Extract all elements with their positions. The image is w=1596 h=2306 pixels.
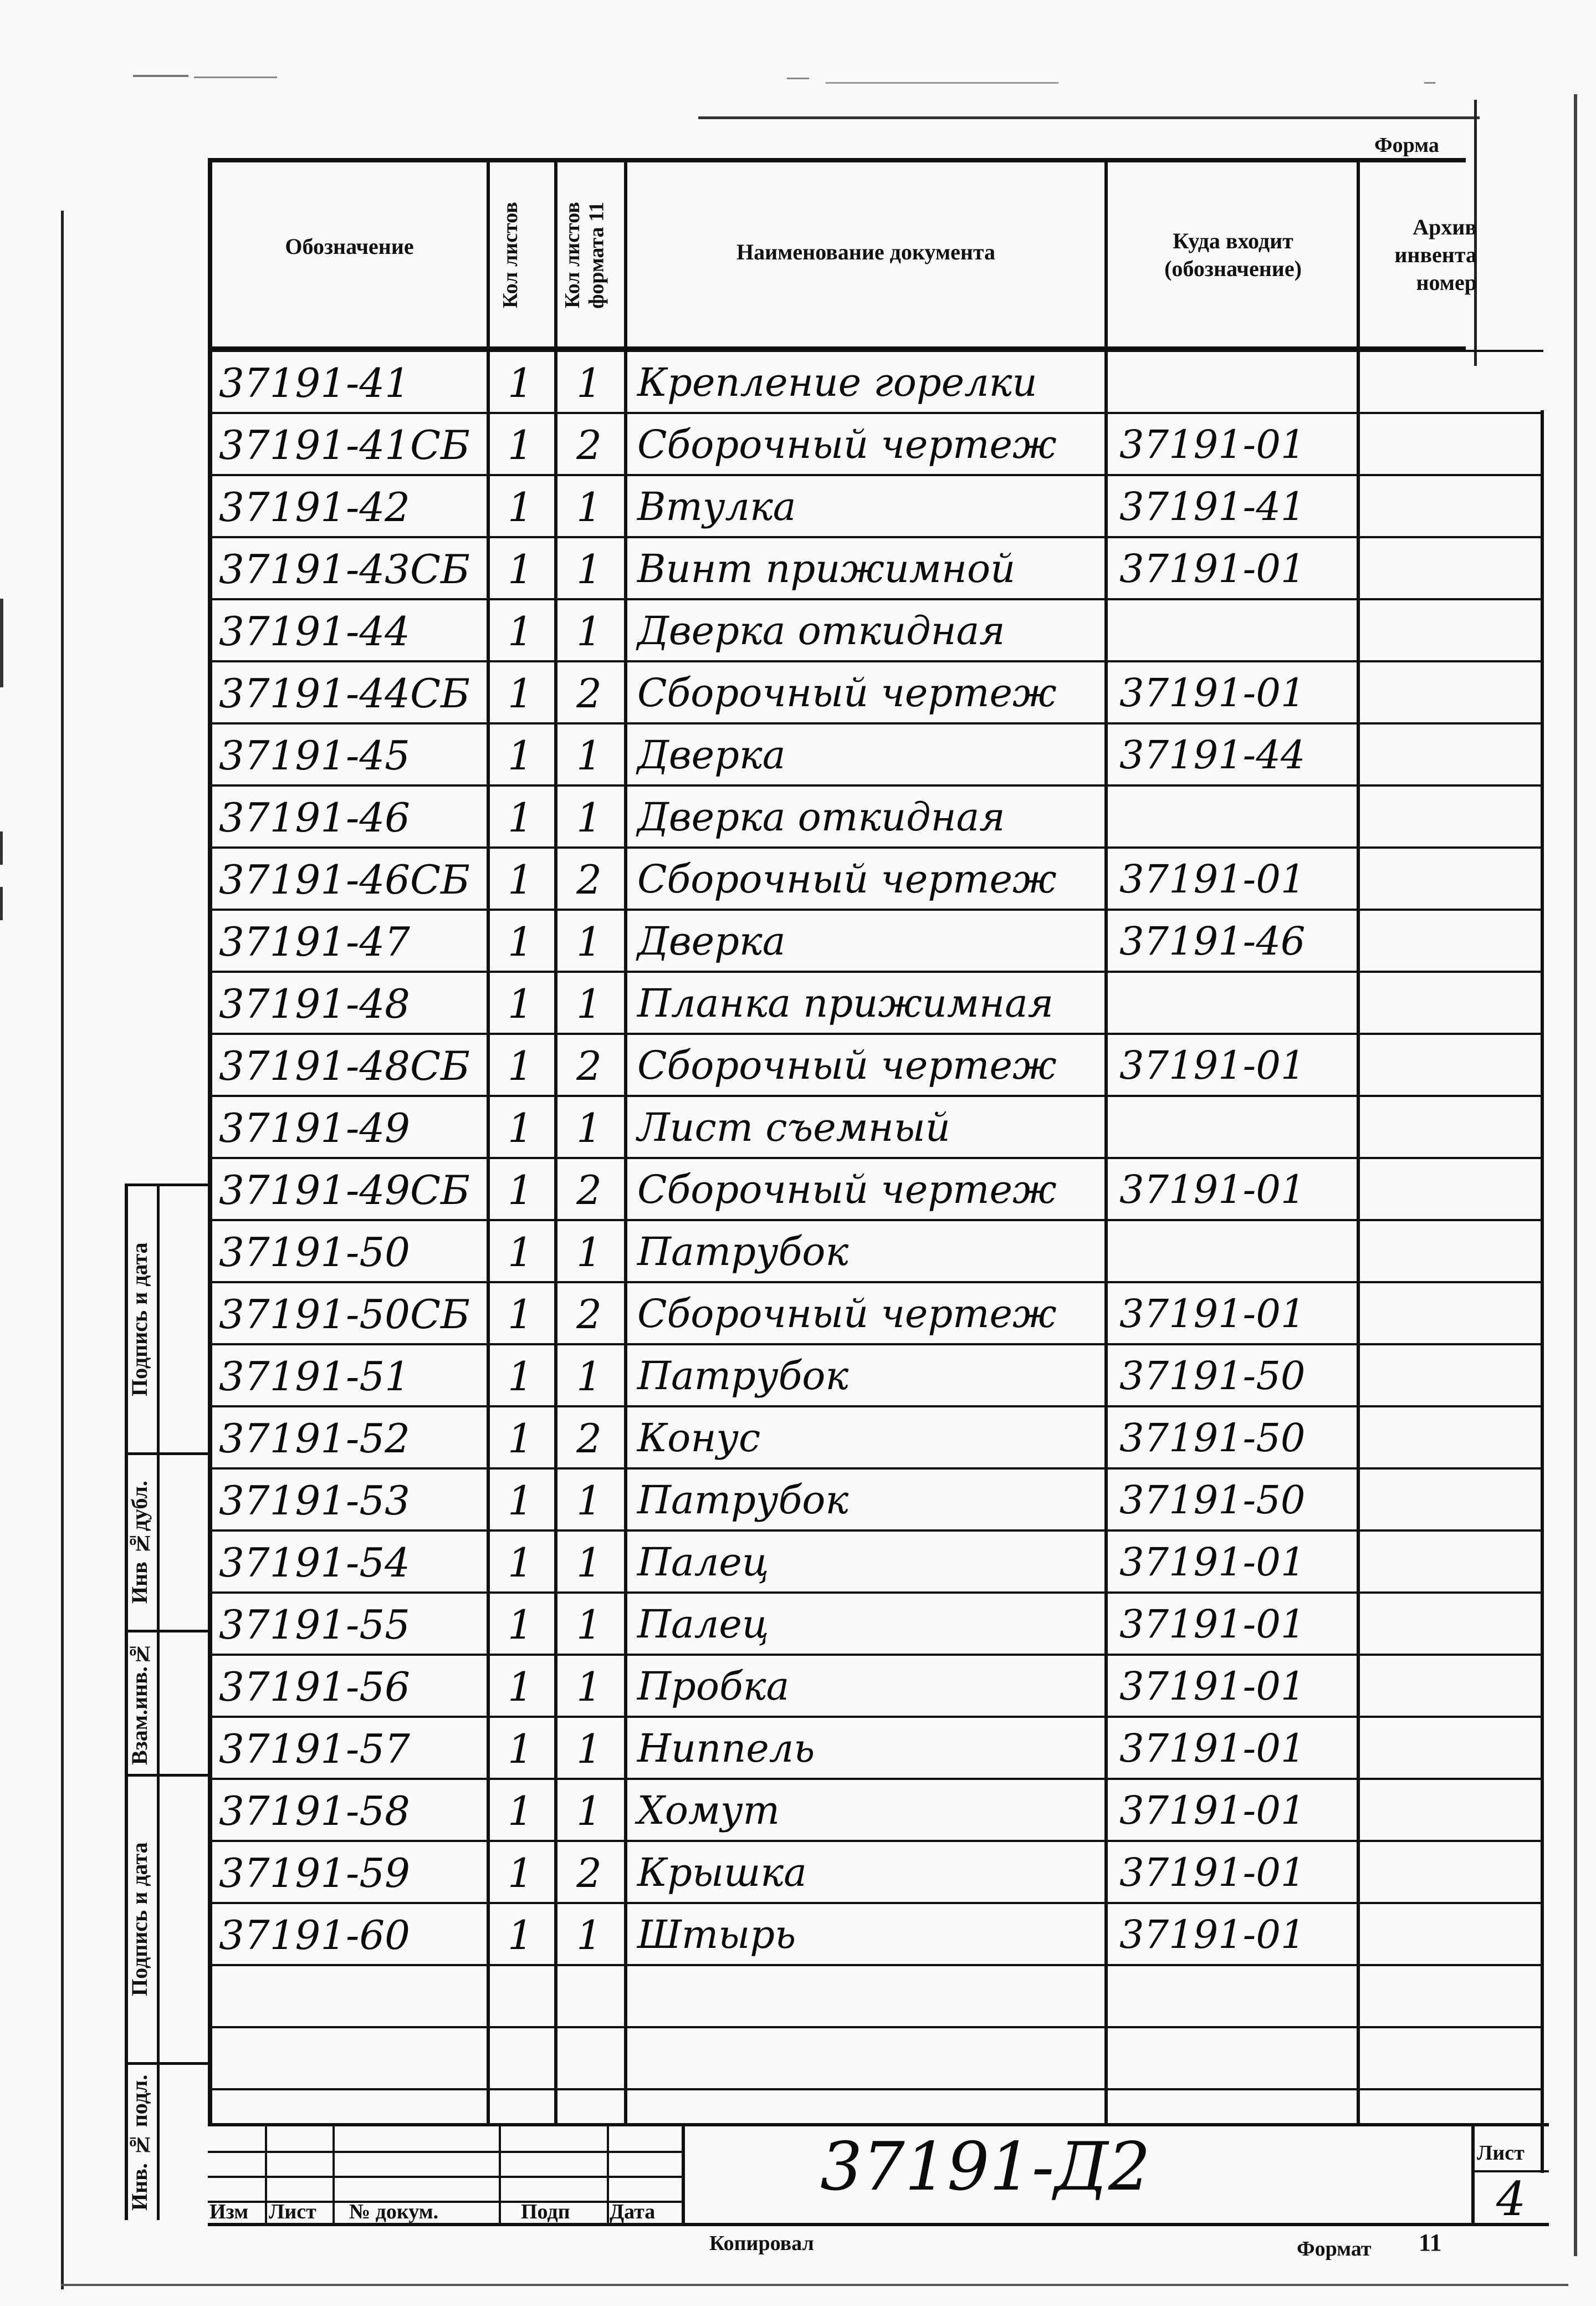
row-divider: [208, 474, 1543, 476]
row-designation: 37191-41СБ: [219, 422, 470, 468]
row-document-name: Сборочный чертеж: [637, 856, 1057, 902]
row-divider: [208, 1343, 1543, 1345]
row-document-name: Хомут: [637, 1788, 780, 1833]
row-sheet-count: 1: [508, 1105, 533, 1151]
row-sheet-count: 1: [508, 1415, 533, 1462]
row-divider: [208, 1157, 1543, 1159]
header-archive-inventory: Архив инвента номер: [1394, 215, 1477, 295]
row-designation: 37191-55: [219, 1601, 410, 1648]
row-document-name: Патрубок: [637, 1229, 849, 1274]
row-sheet-format: 2: [576, 1167, 602, 1213]
row-designation: 37191-54: [219, 1539, 410, 1586]
row-sheet-format: 1: [576, 608, 602, 655]
row-designation: 37191-50: [219, 1229, 410, 1276]
row-sheet-count: 1: [508, 1601, 533, 1648]
row-divider: [208, 784, 1543, 787]
row-sheet-count: 1: [508, 794, 533, 841]
row-where-used: 37191-01: [1119, 1726, 1306, 1771]
row-divider: [208, 1964, 1543, 1966]
row-designation: 37191-43СБ: [219, 546, 470, 593]
header-sheets-count: Кол листов: [499, 202, 522, 308]
row-designation: 37191-52: [219, 1415, 410, 1462]
row-sheet-format: 2: [576, 670, 602, 717]
row-designation: 37191-48СБ: [219, 1043, 470, 1089]
row-divider: [208, 2026, 1543, 2028]
row-sheet-count: 1: [508, 1353, 533, 1400]
row-sheet-count: 1: [508, 1539, 533, 1586]
row-sheet-count: 1: [508, 1229, 533, 1276]
row-designation: 37191-53: [219, 1477, 410, 1524]
row-divider: [208, 2088, 1543, 2090]
row-sheet-count: 1: [508, 360, 533, 406]
row-divider: [208, 350, 1543, 352]
row-sheet-format: 1: [576, 1601, 602, 1648]
row-designation: 37191-46СБ: [219, 856, 470, 903]
row-divider: [208, 1902, 1543, 1904]
row-divider: [208, 846, 1543, 849]
header-where-used: Куда входит (обозначение): [1164, 228, 1302, 281]
row-divider: [208, 1095, 1543, 1097]
row-sheet-format: 2: [576, 422, 602, 468]
row-document-name: Сборочный чертеж: [637, 1167, 1057, 1212]
header-document-name: Наименование документа: [736, 239, 996, 264]
row-divider: [208, 412, 1543, 414]
row-where-used: 37191-50: [1119, 1477, 1306, 1523]
row-sheet-count: 1: [508, 546, 533, 593]
row-divider: [208, 1840, 1543, 1842]
row-where-used: 37191-01: [1119, 422, 1306, 467]
row-divider: [208, 1405, 1543, 1407]
row-where-used: 37191-01: [1119, 1788, 1306, 1833]
row-sheet-format: 1: [576, 732, 602, 779]
row-sheet-format: 1: [576, 1539, 602, 1586]
row-sheet-count: 1: [508, 1167, 533, 1213]
row-sheet-format: 1: [576, 981, 602, 1027]
row-sheet-format: 1: [576, 1664, 602, 1710]
title-col-date: Дата: [610, 2200, 656, 2223]
row-sheet-format: 1: [576, 919, 602, 965]
row-sheet-count: 1: [508, 1477, 533, 1524]
row-sheet-format: 1: [576, 794, 602, 841]
row-divider: [208, 1033, 1543, 1035]
row-where-used: 37191-44: [1119, 732, 1306, 778]
row-sheet-count: 1: [508, 1291, 533, 1338]
row-where-used: 37191-01: [1119, 1043, 1306, 1088]
row-sheet-format: 2: [576, 1291, 602, 1338]
title-col-doc: № докум.: [349, 2200, 439, 2223]
row-sheet-format: 1: [576, 1912, 602, 1958]
title-col-sign: Подп: [521, 2200, 570, 2223]
row-document-name: Крышка: [637, 1850, 807, 1895]
side-label-vzam-inv: Взам.инв.№: [127, 1641, 152, 1765]
row-sheet-count: 1: [508, 1912, 533, 1958]
row-document-name: Ниппель: [637, 1726, 815, 1771]
row-document-name: Втулка: [637, 484, 796, 529]
row-where-used: 37191-01: [1119, 1912, 1306, 1957]
row-document-name: Планка прижимная: [637, 981, 1054, 1026]
sheet-label: Лист: [1477, 2141, 1525, 2165]
row-sheet-format: 1: [576, 1353, 602, 1400]
row-sheet-count: 1: [508, 1788, 533, 1834]
row-sheet-count: 1: [508, 919, 533, 965]
row-where-used: 37191-01: [1119, 546, 1306, 591]
footer-copied: Копировал: [709, 2232, 814, 2255]
row-sheet-format: 1: [576, 546, 602, 593]
sheet-number: 4: [1496, 2172, 1526, 2226]
row-divider: [208, 660, 1543, 662]
row-designation: 37191-49: [219, 1105, 410, 1151]
row-divider: [208, 1716, 1543, 1718]
row-sheet-format: 2: [576, 1415, 602, 1462]
side-label-inv-orig: Инв. № подл.: [127, 2074, 152, 2211]
row-document-name: Винт прижимной: [637, 546, 1016, 591]
row-where-used: 37191-01: [1119, 856, 1306, 902]
row-document-name: Дверка откидная: [637, 794, 1005, 840]
header-sheets-format: Кол листов формата 11: [561, 201, 608, 309]
row-where-used: 37191-01: [1119, 1850, 1306, 1895]
row-sheet-count: 1: [508, 1664, 533, 1710]
row-where-used: 37191-01: [1119, 670, 1306, 716]
row-document-name: Палец: [637, 1539, 769, 1585]
row-divider: [208, 1529, 1543, 1532]
row-document-name: Палец: [637, 1601, 769, 1647]
row-where-used: 37191-01: [1119, 1167, 1306, 1212]
row-divider: [208, 722, 1543, 725]
row-sheet-count: 1: [508, 981, 533, 1027]
row-where-used: 37191-41: [1119, 484, 1306, 529]
row-divider: [208, 536, 1543, 538]
row-designation: 37191-56: [219, 1664, 410, 1710]
row-sheet-count: 1: [508, 422, 533, 468]
row-document-name: Лист съемный: [637, 1105, 950, 1150]
row-designation: 37191-48: [219, 981, 410, 1027]
row-document-name: Дверка откидная: [637, 608, 1005, 654]
row-designation: 37191-41: [219, 360, 410, 406]
side-label-sign-date-top: Подпись и дата: [127, 1242, 152, 1396]
row-designation: 37191-42: [219, 484, 410, 530]
row-document-name: Дверка: [637, 732, 786, 778]
side-label-sign-date-bottom: Подпись и дата: [127, 1842, 152, 1997]
row-divider: [208, 1219, 1543, 1221]
footer-format-value: 11: [1419, 2229, 1442, 2256]
row-where-used: 37191-01: [1119, 1291, 1306, 1336]
row-where-used: 37191-01: [1119, 1601, 1306, 1647]
row-divider: [208, 598, 1543, 600]
row-divider: [208, 1281, 1543, 1283]
row-designation: 37191-45: [219, 732, 410, 779]
row-document-name: Патрубок: [637, 1477, 849, 1523]
row-designation: 37191-51: [219, 1353, 410, 1400]
row-where-used: 37191-50: [1119, 1353, 1306, 1399]
row-document-name: Штырь: [637, 1912, 796, 1957]
row-sheet-format: 1: [576, 1229, 602, 1276]
row-document-name: Пробка: [637, 1664, 790, 1709]
row-where-used: 37191-50: [1119, 1415, 1306, 1461]
title-col-izm: Изм: [209, 2200, 249, 2223]
row-designation: 37191-58: [219, 1788, 410, 1834]
row-designation: 37191-44: [219, 608, 410, 655]
row-document-name: Крепление горелки: [637, 360, 1037, 405]
row-sheet-format: 1: [576, 484, 602, 530]
row-designation: 37191-59: [219, 1850, 410, 1896]
row-designation: 37191-50СБ: [219, 1291, 470, 1338]
row-designation: 37191-49СБ: [219, 1167, 470, 1213]
row-sheet-format: 1: [576, 1105, 602, 1151]
row-divider: [208, 1654, 1543, 1656]
header-designation: Обозначение: [285, 234, 414, 259]
row-sheet-format: 2: [576, 1850, 602, 1896]
row-designation: 37191-44СБ: [219, 670, 470, 717]
row-where-used: 37191-46: [1119, 919, 1306, 964]
row-designation: 37191-57: [219, 1726, 410, 1772]
form-label: Форма: [1374, 134, 1439, 157]
row-document-name: Дверка: [637, 919, 786, 964]
row-sheet-count: 1: [508, 1043, 533, 1089]
row-sheet-format: 1: [576, 360, 602, 406]
row-divider: [208, 909, 1543, 911]
row-sheet-count: 1: [508, 856, 533, 903]
row-sheet-count: 1: [508, 1726, 533, 1772]
row-where-used: 37191-01: [1119, 1664, 1306, 1709]
row-divider: [208, 1467, 1543, 1470]
row-divider: [208, 1591, 1543, 1594]
document-code: 37191-Д2: [820, 2129, 1151, 2206]
row-sheet-format: 2: [576, 856, 602, 903]
row-designation: 37191-46: [219, 794, 410, 841]
row-sheet-count: 1: [508, 732, 533, 779]
row-document-name: Сборочный чертеж: [637, 422, 1057, 467]
footer-format-label: Формат: [1297, 2237, 1372, 2261]
row-document-name: Патрубок: [637, 1353, 849, 1399]
row-sheet-count: 1: [508, 1850, 533, 1896]
row-document-name: Сборочный чертеж: [637, 1043, 1057, 1088]
row-where-used: 37191-01: [1119, 1539, 1306, 1585]
title-col-list: Лист: [269, 2200, 316, 2223]
row-sheet-format: 1: [576, 1788, 602, 1834]
row-divider: [208, 971, 1543, 973]
row-document-name: Сборочный чертеж: [637, 670, 1057, 716]
row-sheet-count: 1: [508, 484, 533, 530]
side-label-dup-inv: Инв №дубл.: [127, 1481, 152, 1604]
row-designation: 37191-47: [219, 919, 410, 965]
row-sheet-format: 2: [576, 1043, 602, 1089]
row-designation: 37191-60: [219, 1912, 410, 1958]
row-sheet-format: 1: [576, 1726, 602, 1772]
row-document-name: Конус: [637, 1415, 761, 1461]
row-sheet-count: 1: [508, 670, 533, 717]
row-document-name: Сборочный чертеж: [637, 1291, 1057, 1336]
row-divider: [208, 1778, 1543, 1780]
row-sheet-format: 1: [576, 1477, 602, 1524]
row-sheet-count: 1: [508, 608, 533, 655]
